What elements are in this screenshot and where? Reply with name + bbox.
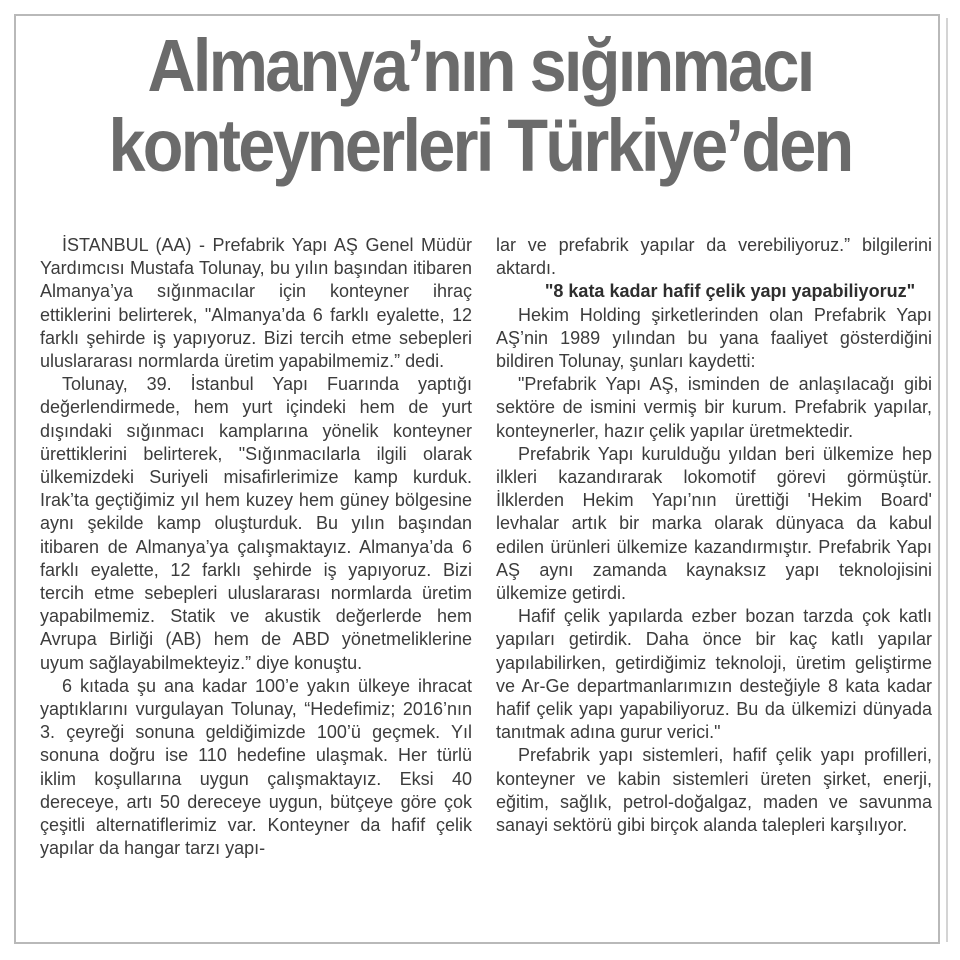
body-paragraph: İSTANBUL (AA) - Prefabrik Yapı AŞ Genel Müdür Yardımcısı Mustafa Tolunay, bu yılın başından itibaren Almanya’ya sığınmacılar için konteyner ihraç ettiklerini belirterek, "Almanya’da 6 farklı eyalette, 12 farklı şehirde iş yapıyoruz. Bizi tercih etme sebepleri uluslararası normlarda üretim yapabilmemiz.” dedi. — [40, 235, 472, 372]
headline-line-2: konteynerleri Türkiye’den — [108, 104, 852, 187]
subheading: "8 kata kadar hafif çelik yapı yapabiliyoruz" — [544, 281, 916, 302]
body-paragraph: "Prefabrik Yapı AŞ, isminden de anlaşılacağı gibi sektöre de ismini vermiş bir kurum. Prefabrik yapılar, konteynerler, hazır çelik yapılar üretmektedir. — [496, 374, 932, 441]
body-paragraph: Tolunay, 39. İstanbul Yapı Fuarında yaptığı değerlendirmede, hem yurt içindeki hem de yurt dışındaki sığınmacı kamplarına yönelik konteyner ürettiklerini belirterek, "Sığınmacılarla ilgili olarak ülkemizdeki Suriyeli misafirlerimize kamp kurduk. Irak’ta geçtiğimiz yıl hem kuzey hem güney bölgesine aynı şekilde kamp oluşturduk. Bu yılın başından itibaren de Almanya’ya çalışmaktayız. Almanya’da 6 farklı eyalette, 12 farklı şehirde iş yapıyoruz. Bizi tercih etme sebepleri uluslararası normlarda üretim yapabilmemiz. Statik ve akustik değerlerde hem Avrupa Birliği (AB) hem de ABD yönetmeliklerine uyum sağlayabilmekteyiz.” diye konuştu. — [40, 374, 472, 673]
right-column — [496, 234, 932, 837]
body-paragraph: Hafif çelik yapılarda ezber bozan tarzda çok katlı yapıları getirdik. Daha önce bir kaç katlı yapılar yapılabilirken, getirdiğimiz teknoloji, üretim geliştirme ve Ar-Ge departmanlarımızın desteğiyle 8 kata kadar hafif çelik yapı yapabiliyoruz. Bu da ülkemizi dünyada tanıtmak adına gurur verici." — [496, 606, 932, 743]
body-paragraph: Prefabrik yapı sistemleri, hafif çelik yapı profilleri, konteyner ve kabin sistemleri üreten şirket, enerji, eğitim, sağlık, petrol-doğalgaz, maden ve savunma sanayi sektörü gibi birçok alanda talepleri karşılıyor. — [496, 745, 932, 836]
page-edge-line — [946, 18, 948, 942]
article-headline — [75, 26, 885, 186]
body-paragraph: 6 kıtada şu ana kadar 100’e yakın ülkeye ihracat yaptıklarını vurgulayan Tolunay, “Hedefimiz; 2016’nın 3. çeyreği sonuna geldiğimizde 100’ü geçmek. Yıl sonuna doğru ise 110 hedefine ulaşmak. Her türlü iklim koşullarına uygun çalışmaktayız. Eksi 40 dereceye, artı 50 dereceye uygun, bütçeye göre çok çeşitli alternatiflerimiz var. Konteyner da hafif çelik yapılar da hangar tarzı yapı- — [40, 675, 472, 859]
body-paragraph: Prefabrik Yapı kurulduğu yıldan beri ülkemize hep ilkleri kazandırarak lokomotif görevi görmüştür. İlklerden Hekim Yapı’nın ürettiği 'Hekim Board' levhalar artık bir marka olarak dünyaca da kabul edilen ürünleri ülkemize kazandırmıştır. Prefabrik Yapı AŞ aynı zamanda kaynaksız yapı teknolojisini ülkemize getirdi. — [496, 443, 932, 604]
continuation-paragraph: lar ve prefabrik yapılar da verebiliyoruz.” bilgilerini aktardı. — [496, 235, 932, 279]
left-column — [40, 234, 472, 860]
headline-line-1: Almanya’nın sığınmacı — [147, 24, 813, 107]
body-paragraph: Hekim Holding şirketlerinden olan Prefabrik Yapı AŞ’nin 1989 yılından bu yana faaliyet gösterdiğini bildiren Tolunay, şunları kaydetti: — [496, 304, 932, 372]
